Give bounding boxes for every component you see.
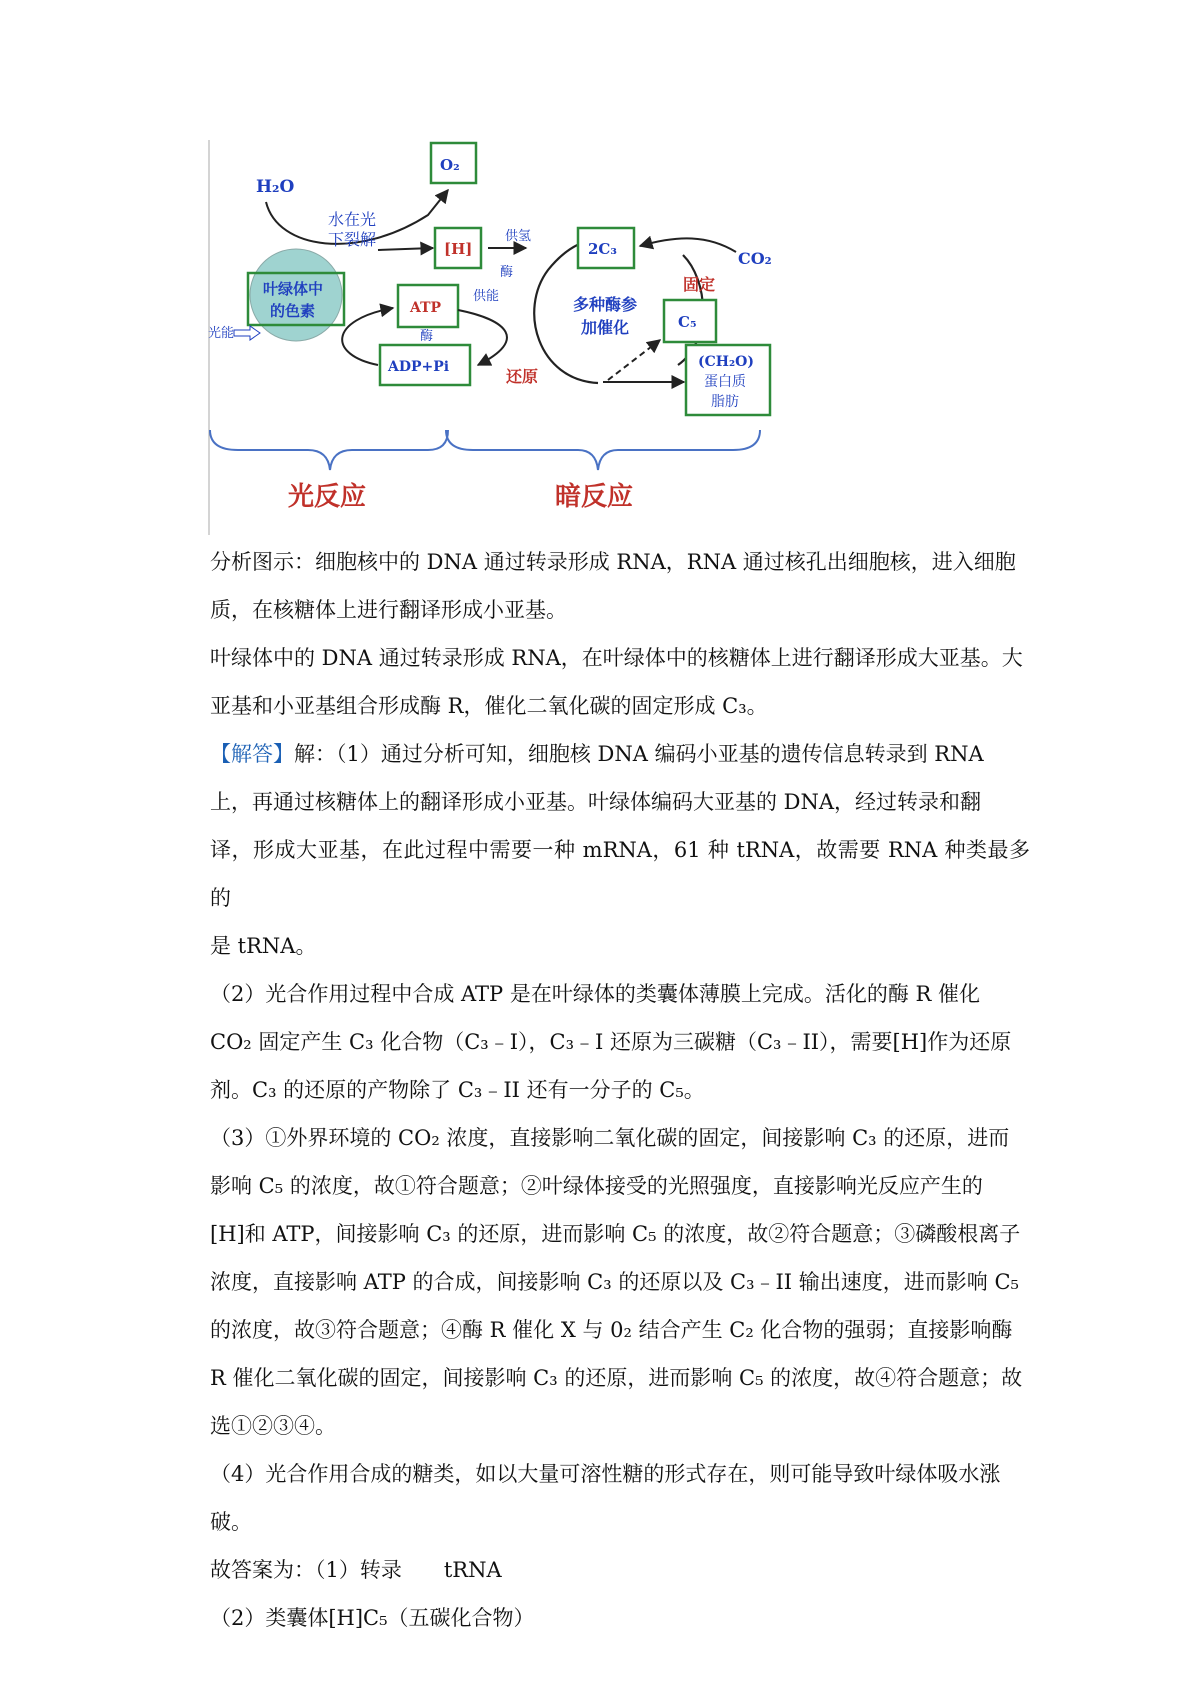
line: 亚基和小亚基组合形成酶 R，催化二氧化碳的固定形成 C₃。 [210,694,768,718]
dark-reaction-label: 暗反应 [555,482,634,512]
light-reaction-label: 光反应 [288,482,367,512]
line: 浓度，直接影响 ATP 的合成，间接影响 C₃ 的还原以及 C₃﹣II 输出速度，进而影响 C₅ [210,1270,1019,1294]
photosynthesis-diagram [208,140,848,535]
light-energy-arrow [234,326,260,340]
line: 影响 C₅ 的浓度，故①符合题意；②叶绿体接受的光照强度，直接影响光反应产生的 [210,1174,983,1198]
analysis-text [210,538,1030,1642]
line: 上，再通过核糖体上的翻译形成小亚基。叶绿体编码大亚基的 DNA，经过转录和翻 [210,790,982,814]
dark-bracket [446,430,760,470]
h2o-label: H₂O [256,177,295,197]
products-label-3: 脂肪 [711,394,739,410]
line: 译，形成大亚基，在此过程中需要一种 mRNA，61 种 tRNA，故需要 RNA 种类最多的 [210,838,1030,910]
pigment-label-1: 叶绿体中 [263,280,324,298]
line: 剂。C₃ 的还原的产物除了 C₃﹣II 还有一分子的 C₅。 [210,1078,705,1102]
atp-label: ATP [410,300,442,316]
products-label-2: 蛋白质 [704,374,746,390]
answer-line [210,730,1030,778]
h-label: [H] [444,240,473,258]
pigment-label-2: 的色素 [270,302,316,320]
fix-label: 固定 [683,275,716,294]
catalysis-label-1: 多种酶参 [573,295,638,314]
supply-h-label: 供氢 [505,229,532,244]
line: 的浓度，故③符合题意；④酶 R 催化 X 与 0₂ 结合产生 C₂ 化合物的强弱；直接影响酶 [210,1318,1013,1342]
water-split-label-1: 水在光 [328,210,377,229]
dashed-to-c5-arrow [608,340,660,380]
co2-label: CO₂ [738,249,772,268]
line: CO₂ 固定产生 C₃ 化合物（C₃﹣I），C₃﹣I 还原为三碳糖（C₃﹣II），需要[H]作为还原 [210,1030,1012,1054]
line: （3）①外界环境的 CO₂ 浓度，直接影响二氧化碳的固定，间接影响 C₃ 的还原，进而 [210,1126,1010,1150]
line: （2）类囊体[H]C₅（五碳化合物） [210,1606,535,1630]
supply-energy-label: 供能 [473,289,500,304]
catalysis-label-2: 加催化 [581,318,630,337]
co2-arrow [640,238,736,252]
line: [H]和 ATP，间接影响 C₃ 的还原，进而影响 C₅ 的浓度，故②符合题意；③磷酸根离子 [210,1222,1021,1246]
h-branch-arrow [378,248,433,250]
line: 是 tRNA。 [210,934,317,958]
enzyme-label: 酶 [500,265,514,280]
line: 分析图示：细胞核中的 DNA 通过转录形成 RNA，RNA 通过核孔出细胞核，进入细胞 [210,550,1016,574]
line: 选①②③④。 [210,1414,336,1438]
answer-text: 解：（1）通过分析可知，细胞核 DNA 编码小亚基的遗传信息转录到 RNA [294,742,984,766]
line: 故答案为：（1）转录 tRNA [210,1558,502,1582]
c3-label: 2C₃ [588,240,617,258]
c5-label: C₅ [678,313,697,331]
line: R 催化二氧化碳的固定，间接影响 C₃ 的还原，进而影响 C₅ 的浓度，故④符合题意；故 [210,1366,1023,1390]
line: 质，在核糖体上进行翻译形成小亚基。 [210,598,567,622]
o2-label: O₂ [440,156,460,174]
adp-label: ADP+Pi [388,359,450,375]
light-bracket [210,430,448,470]
answer-tag: 【解答】 [210,742,294,766]
products-label-1: (CH₂O) [698,354,754,370]
line: 叶绿体中的 DNA 通过转录形成 RNA，在叶绿体中的核糖体上进行翻译形成大亚基。大 [210,646,1023,670]
reduce-label: 还原 [506,367,539,386]
line: （4）光合作用合成的糖类，如以大量可溶性糖的形式存在，则可能导致叶绿体吸水涨 [210,1462,1001,1486]
light-energy-label: 光能 [208,326,235,341]
line: （2）光合作用过程中合成 ATP 是在叶绿体的类囊体薄膜上完成。活化的酶 R 催化 [210,982,981,1006]
water-split-label-2: 下裂解 [328,230,377,249]
enzyme2-label: 酶 [420,329,434,344]
line: 破。 [210,1510,252,1534]
